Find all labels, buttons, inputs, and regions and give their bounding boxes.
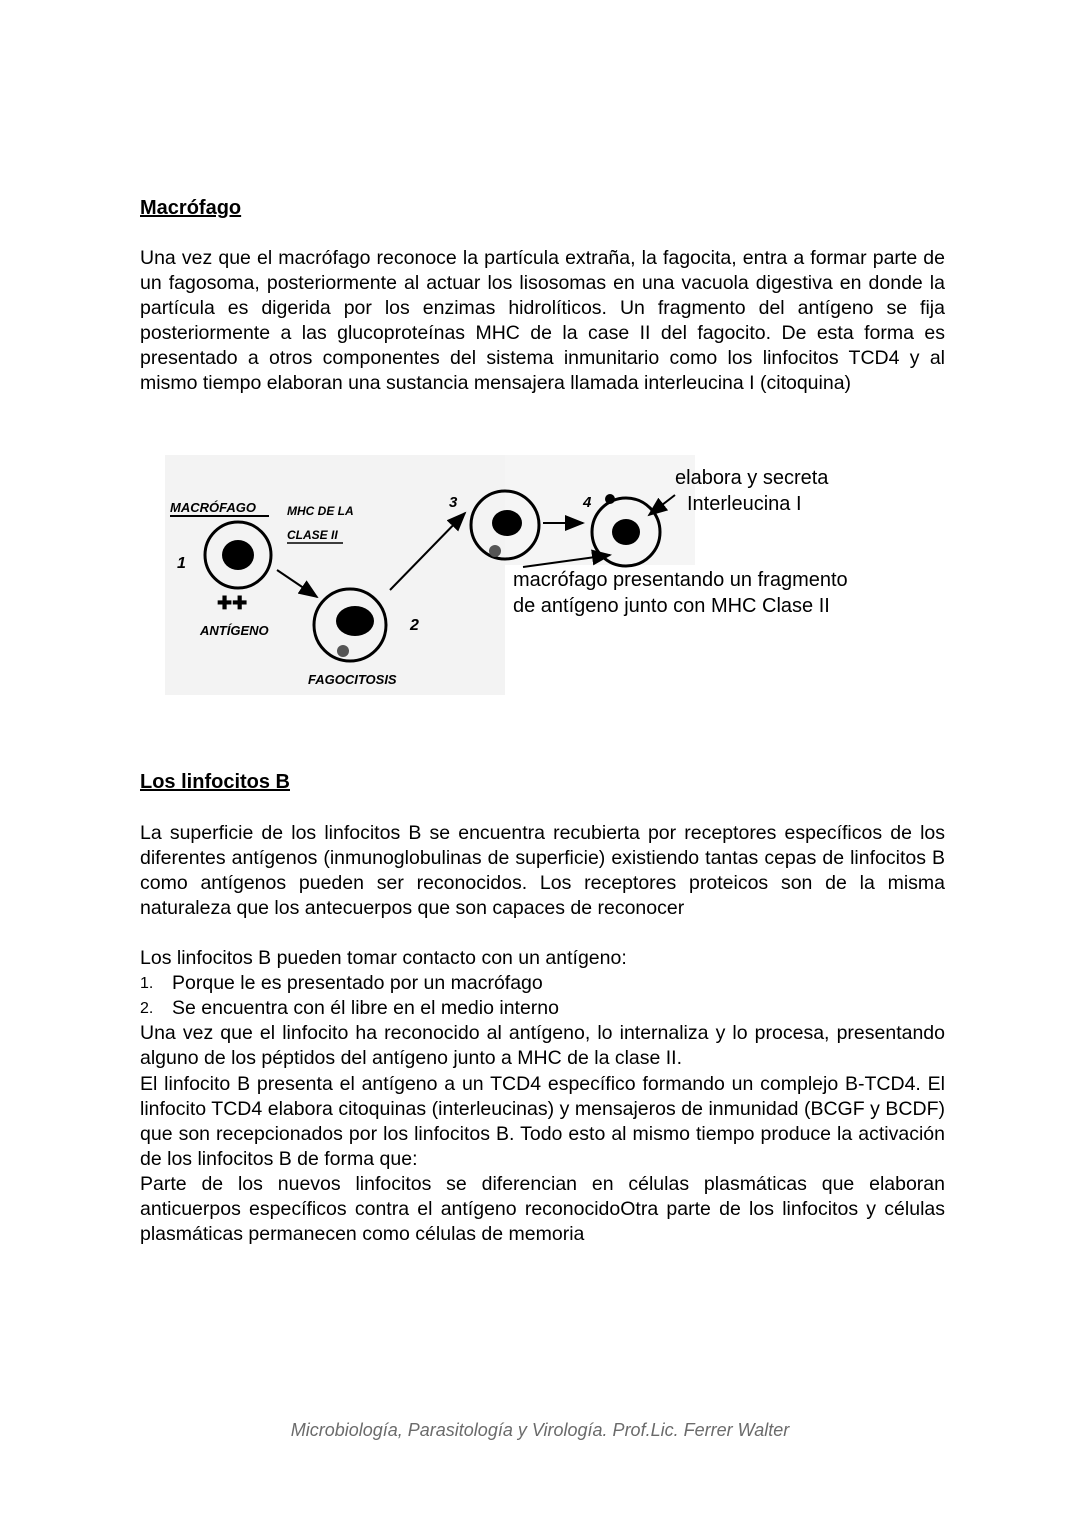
- antigen-symbols: ✚✚: [217, 593, 248, 613]
- macrophage-diagram: [165, 455, 925, 700]
- cell-3-antigen: [489, 545, 501, 557]
- list-item: [140, 996, 559, 1021]
- cell-1-nucleus: [222, 540, 254, 570]
- macrofago-paragraph: Una vez que el macrófago reconoce la partícula extraña, la fagocita, entra a formar parte de un fagosoma, posteriormente al actuar los lisosomas en una vacuola digestiva en donde la partícula es digerida por los enzimas hidrolíticos. Un fragmento del antígeno se fija posteriormente a las glucoproteínas MHC de la case II del fagocito. De esta forma es presentado a otros componentes del sistema inmunitario como los linfocitos TCD4 y al mismo tiempo elaboran una sustancia mensajera llamada interleucina I (citoquina): [140, 247, 945, 394]
- cell-4-mhc: [605, 494, 615, 504]
- section-heading-macrofago: Macrófago: [140, 197, 242, 219]
- linfocitos-paragraph-4: Parte de los nuevos linfocitos se diferencian en células plasmáticas que elaboran anticuerpos específicos contra el antígeno reconocidoOtra parte de los linfocitos y células plasmáticas permanecen como células de memoria: [140, 1173, 945, 1245]
- list-text: Se encuentra con él libre en el medio interno: [172, 997, 559, 1019]
- label-macrofago: MACRÓFAGO: [170, 500, 256, 515]
- linfocitos-paragraph-2: Una vez que el linfocito ha reconocido al antígeno, lo internaliza y lo procesa, presentando alguno de los péptidos del antígeno junto a MHC de la clase II.: [140, 1022, 945, 1069]
- number-2: 2: [410, 617, 419, 634]
- number-1: 1: [177, 555, 186, 572]
- cell-3-nucleus: [492, 510, 522, 536]
- section-heading-linfocitos-b: Los linfocitos B: [140, 771, 290, 793]
- cell-2-nucleus: [336, 606, 374, 636]
- cell-4-nucleus: [612, 519, 640, 545]
- label-antigeno: ANTÍGENO: [200, 623, 269, 638]
- caption-presentando-line2: de antígeno junto con MHC Clase II: [513, 595, 830, 617]
- page-footer: Microbiología, Parasitología y Virología. Prof.Lic. Ferrer Walter: [290, 1420, 790, 1440]
- linfocitos-paragraph-3: El linfocito B presenta el antígeno a un TCD4 específico formando un complejo B-TCD4. El linfocito TCD4 elabora citoquinas (interleucinas) y mensajeros de inmunidad (BCGF y BCDF) que son recepcionados por los linfocitos B. Todo esto al mismo tiempo produce la activación de los linfocitos B de forma que:: [140, 1073, 945, 1170]
- caption-secreta-line2: Interleucina I: [687, 493, 802, 515]
- linfocitos-list-intro: Los linfocitos B pueden tomar contacto con un antígeno:: [140, 947, 627, 969]
- linfocitos-paragraph-1: La superficie de los linfocitos B se encuentra recubierta por receptores específicos de los diferentes antígenos (inmunoglobulinas de superficie) existiendo tantas cepas de linfocitos B como antígenos pueden ser reconocidos. Los receptores proteicos son de la misma naturaleza que los antecuerpos que son capaces de reconocer: [140, 822, 945, 919]
- label-mhc-line1: MHC DE LA: [287, 504, 354, 518]
- contact-list: [140, 971, 559, 1021]
- list-number: 1.: [140, 975, 154, 992]
- caption-presentando-line1: macrófago presentando un fragmento: [513, 569, 848, 591]
- list-item: [140, 971, 559, 996]
- list-number: 2.: [140, 1000, 154, 1017]
- label-fagocitosis: FAGOCITOSIS: [308, 672, 397, 687]
- list-text: Porque le es presentado por un macrófago: [172, 972, 543, 994]
- cell-2-antigen: [337, 645, 349, 657]
- number-4: 4: [583, 494, 592, 511]
- label-mhc-line2: CLASE II: [287, 528, 338, 542]
- diagram-svg: [165, 455, 925, 700]
- number-3: 3: [449, 494, 458, 511]
- caption-secreta-line1: elabora y secreta: [675, 467, 829, 489]
